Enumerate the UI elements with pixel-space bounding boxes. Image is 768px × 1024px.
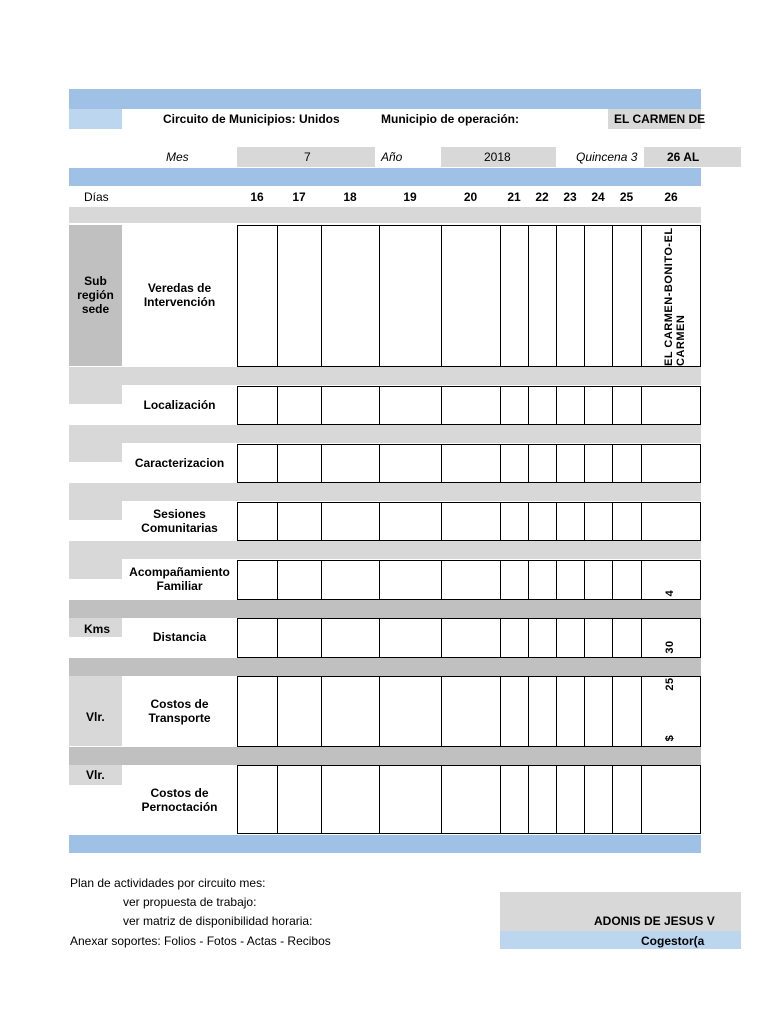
grid-cell[interactable] <box>237 765 278 834</box>
veredas-day26-text: EL CARMEN-BONITO-EL CARMEN <box>663 227 687 366</box>
distancia-day26-value: 30 <box>664 640 676 654</box>
day-26: 26 <box>664 190 678 204</box>
footer-line-1: Plan de actividades por circuito mes: <box>70 876 266 890</box>
grid-cell[interactable] <box>612 676 642 747</box>
grid-cell[interactable] <box>277 765 322 834</box>
grid-cell[interactable] <box>612 618 642 658</box>
grid-cell[interactable] <box>528 676 557 747</box>
day-19: 19 <box>403 190 417 204</box>
grid-cell[interactable] <box>612 765 642 834</box>
grid-cell[interactable] <box>321 560 380 600</box>
grid-cell[interactable] <box>528 386 557 425</box>
grid-cell[interactable] <box>277 676 322 747</box>
grid-cell[interactable] <box>237 676 278 747</box>
grid-cell[interactable] <box>612 386 642 425</box>
ano-value: 2018 <box>484 150 511 164</box>
day-21: 21 <box>507 190 521 204</box>
day-23: 23 <box>563 190 577 204</box>
grid-cell[interactable] <box>584 502 613 541</box>
circuit-label: Circuito de Municipios: Unidos <box>163 112 340 126</box>
acompanamiento-day26-value: 4 <box>664 589 676 597</box>
grid-cell[interactable] <box>612 225 642 367</box>
grid-cell[interactable] <box>321 386 380 425</box>
separator-1 <box>69 367 701 385</box>
grid-cell[interactable] <box>556 618 585 658</box>
grid-cell[interactable] <box>379 765 442 834</box>
header-left-swatch <box>69 109 122 129</box>
mes-value: 7 <box>304 150 311 164</box>
vlr1-label: Vlr. <box>86 710 105 724</box>
grid-cell[interactable] <box>500 444 529 483</box>
grid-cell[interactable] <box>237 444 278 483</box>
separator-5 <box>69 600 701 618</box>
grid-cell[interactable] <box>528 560 557 600</box>
grid-cell[interactable] <box>584 618 613 658</box>
signature-role-box <box>500 931 741 949</box>
grid-cell[interactable] <box>556 502 585 541</box>
grid-cell[interactable] <box>277 386 322 425</box>
grid-cell[interactable] <box>237 386 278 425</box>
grid-cell[interactable] <box>441 225 501 367</box>
grid-cell[interactable] <box>441 386 501 425</box>
grid-cell[interactable] <box>500 676 529 747</box>
grid-cell[interactable] <box>379 560 442 600</box>
grid-cell[interactable] <box>528 502 557 541</box>
grid-cell[interactable] <box>584 444 613 483</box>
separator-1-left <box>69 385 122 404</box>
grid-cell[interactable] <box>556 225 585 367</box>
grid-cell[interactable] <box>379 444 442 483</box>
grid-cell[interactable] <box>237 560 278 600</box>
grid-cell[interactable] <box>556 444 585 483</box>
day-25: 25 <box>619 190 634 204</box>
grid-cell[interactable] <box>321 225 380 367</box>
separator-4-left <box>69 559 122 579</box>
grid-cell[interactable] <box>441 676 501 747</box>
separator-6 <box>69 658 701 676</box>
grid-cell[interactable] <box>528 618 557 658</box>
grid-cell[interactable] <box>500 386 529 425</box>
day-16: 16 <box>250 190 264 204</box>
grid-cell[interactable] <box>500 560 529 600</box>
grid-cell[interactable] <box>277 560 322 600</box>
day-22: 22 <box>535 190 549 204</box>
signature-role: Cogestor(a <box>641 934 705 948</box>
grid-cell[interactable] <box>379 618 442 658</box>
grid-cell[interactable] <box>321 618 380 658</box>
grid-cell[interactable] <box>441 444 501 483</box>
transporte-label: Costos de Transporte <box>148 697 211 725</box>
grid-cell[interactable] <box>584 560 613 600</box>
mes-label: Mes <box>166 150 189 164</box>
grid-cell[interactable] <box>441 618 501 658</box>
footer-line-3: ver matriz de disponibilidad horaria: <box>123 914 313 928</box>
days-label: Días <box>84 190 109 204</box>
grid-cell[interactable] <box>528 225 557 367</box>
grid-cell-sesiones-26[interactable] <box>641 502 701 541</box>
day-18: 18 <box>343 190 357 204</box>
bottom-band <box>69 835 701 853</box>
municipio-label: Municipio de operación: <box>381 112 520 126</box>
signature-name: ADONIS DE JESUS V <box>594 914 715 928</box>
separator-2-left <box>69 443 122 462</box>
grid-cell[interactable] <box>500 765 529 834</box>
separator-4 <box>69 541 701 559</box>
grid-cell[interactable] <box>500 618 529 658</box>
grid-cell[interactable] <box>237 618 278 658</box>
grid-cell[interactable] <box>277 618 322 658</box>
grid-cell[interactable] <box>556 765 585 834</box>
separator-3 <box>69 483 701 501</box>
day-24: 24 <box>591 190 605 204</box>
veredas-label: Veredas de Intervención <box>143 281 216 309</box>
grid-cell[interactable] <box>641 765 701 834</box>
distancia-label: Distancia <box>152 630 207 644</box>
grid-cell[interactable] <box>584 386 613 425</box>
footer-line-4: Anexar soportes: Folios - Fotos - Actas - Recibos <box>70 934 331 948</box>
grid-cell[interactable] <box>277 502 322 541</box>
kms-label: Kms <box>84 622 111 636</box>
localizacion-label: Localización <box>143 398 216 412</box>
grid-cell[interactable] <box>584 225 613 367</box>
grid-cell[interactable] <box>612 444 642 483</box>
footer-line-2: ver propuesta de trabajo: <box>123 895 257 909</box>
grid-cell[interactable] <box>441 765 501 834</box>
grid-cell[interactable] <box>584 765 613 834</box>
separator-7 <box>69 747 701 765</box>
caracterizacion-label: Caracterizacion <box>134 456 225 470</box>
day-17: 17 <box>292 190 306 204</box>
grid-cell[interactable] <box>500 502 529 541</box>
municipio-value: EL CARMEN DE <box>614 112 706 126</box>
subregion-label: Sub región sede <box>77 274 114 316</box>
grid-cell[interactable] <box>321 676 380 747</box>
grid-cell[interactable] <box>379 676 442 747</box>
grid-cell[interactable] <box>321 502 380 541</box>
pernoctacion-label: Costos de Pernoctación <box>141 785 218 814</box>
grid-cell[interactable] <box>321 765 380 834</box>
grid-cell[interactable] <box>237 225 278 367</box>
grid-cell[interactable] <box>528 765 557 834</box>
grid-cell[interactable] <box>379 225 442 367</box>
vlr2-label: Vlr. <box>86 768 105 782</box>
grid-cell[interactable] <box>441 560 501 600</box>
top-band <box>69 89 701 109</box>
grid-cell[interactable] <box>321 444 380 483</box>
days-bottom-band <box>69 207 701 223</box>
grid-cell[interactable] <box>528 444 557 483</box>
grid-cell[interactable] <box>556 386 585 425</box>
grid-cell[interactable] <box>556 676 585 747</box>
transporte-day26-value: 25 <box>664 677 676 691</box>
grid-cell[interactable] <box>277 444 322 483</box>
grid-cell-localizacion-26[interactable] <box>641 386 701 425</box>
grid-cell[interactable] <box>612 502 642 541</box>
acompanamiento-label: Acompañamiento Familiar <box>129 565 230 593</box>
grid-cell[interactable] <box>237 502 278 541</box>
grid-cell[interactable] <box>500 225 529 367</box>
grid-cell[interactable] <box>277 225 322 367</box>
transporte-day26-currency: $ <box>664 734 676 742</box>
header-bottom-band <box>69 168 701 186</box>
grid-cell[interactable] <box>584 676 613 747</box>
grid-cell[interactable] <box>441 502 501 541</box>
grid-cell[interactable] <box>379 502 442 541</box>
separator-2 <box>69 425 701 443</box>
quincena-label: Quincena 3 <box>576 150 638 164</box>
grid-cell-caracterizacion-26[interactable] <box>641 444 701 483</box>
grid-cell[interactable] <box>379 386 442 425</box>
day-20: 20 <box>463 190 478 204</box>
sesiones-label: Sesiones Comunitarias <box>141 507 218 535</box>
grid-cell[interactable] <box>556 560 585 600</box>
quincena-value: 26 AL <box>667 150 700 164</box>
ano-label: Año <box>381 150 403 164</box>
grid-cell[interactable] <box>612 560 642 600</box>
separator-3-left <box>69 501 122 520</box>
